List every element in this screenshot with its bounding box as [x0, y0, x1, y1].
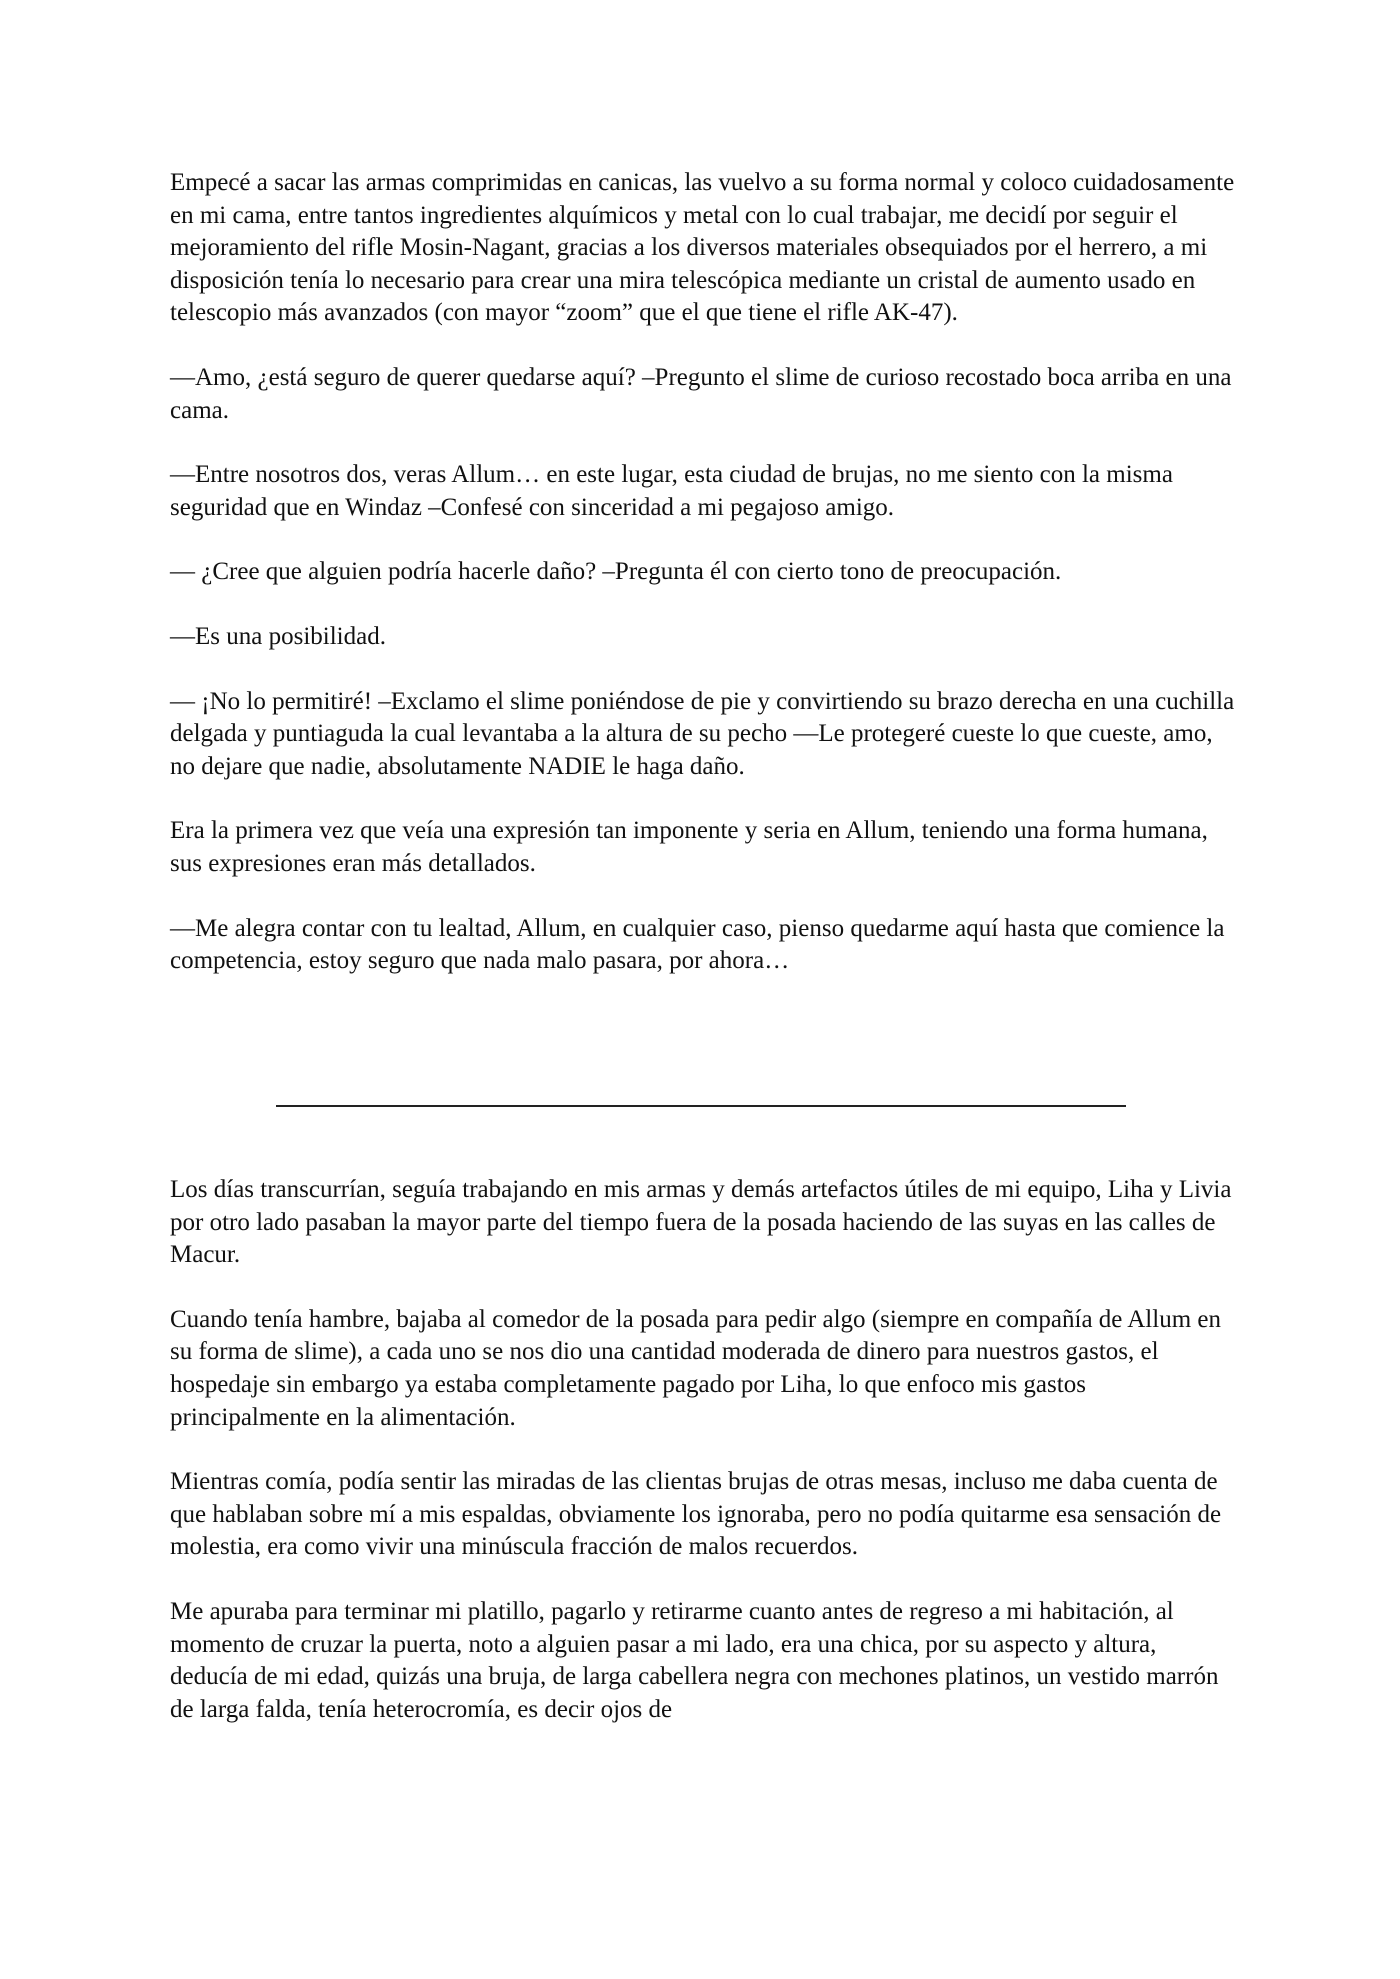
- paragraph: Era la primera vez que veía una expresión tan imponente y seria en Allum, teniendo una forma humana, sus expresiones eran más detallados.: [170, 817, 1208, 877]
- paragraph: — ¡No lo permitiré! –Exclamo el slime poniéndose de pie y convirtiendo su brazo derecha en una cuchilla delgada y puntiaguda la cual levantaba a la altura de su pecho —Le protegeré cueste lo que cueste, amo, no dejare que nadie, absolutamente NADIE le haga daño.: [170, 687, 1235, 780]
- paragraph: Los días transcurrían, seguía trabajando en mis armas y demás artefactos útiles de mi equipo, Liha y Livia por otro lado pasaban la mayor parte del tiempo fuera de la posada haciendo de las suyas en las calles de Macur.: [170, 1176, 1232, 1269]
- paragraph: —Me alegra contar con tu lealtad, Allum, en cualquier caso, pienso quedarme aquí hasta que comience la competencia, estoy seguro que nada malo pasara, por ahora…: [170, 914, 1225, 975]
- paragraph: —Es una posibilidad.: [170, 622, 386, 650]
- paragraph: —Entre nosotros dos, veras Allum… en este lugar, esta ciudad de brujas, no me siento con la misma seguridad que en Windaz –Confesé con sinceridad a mi pegajoso amigo.: [170, 461, 1173, 521]
- paragraph: —Amo, ¿está seguro de querer quedarse aquí? –Pregunto el slime de curioso recostado boca arriba en una cama.: [170, 363, 1232, 424]
- paragraph: Mientras comía, podía sentir las miradas de las clientas brujas de otras mesas, incluso me daba cuenta de que hablaban sobre mí a mis espaldas, obviamente los ignoraba, pero no podía quitarme esa sensación de molestia, era como vivir una minúscula fracción de malos recuerdos.: [170, 1468, 1222, 1561]
- paragraph: Empecé a sacar las armas comprimidas en canicas, las vuelvo a su forma normal y coloco cuidadosamente en mi cama, entre tantos ingredientes alquímicos y metal con lo cual trabajar, me decidí por seguir el mejoramiento del rifle Mosin-Nagant, gracias a los diversos materiales obsequiados por el herrero, a mi disposición tenía lo necesario para crear una mira telescópica mediante un cristal de aumento usado en telescopio más avanzados (con mayor “zoom” que el que tiene el rifle AK-47).: [170, 169, 1235, 327]
- paragraph: Me apuraba para terminar mi platillo, pagarlo y retirarme cuanto antes de regreso a mi habitación, al momento de cruzar la puerta, noto a alguien pasar a mi lado, era una chica, por su aspecto y altura, deducía de mi edad, quizás una bruja, de larga cabellera negra con mechones platinos, un vestido marrón de larga falda, tenía heterocromía, es decir ojos de: [170, 1597, 1219, 1723]
- paragraph: — ¿Cree que alguien podría hacerle daño? –Pregunta él con cierto tono de preocupación.: [170, 558, 1062, 586]
- text-block-after-separator: [170, 1174, 1240, 1726]
- paragraph: Cuando tenía hambre, bajaba al comedor de la posada para pedir algo (siempre en compañía de Allum en su forma de slime), a cada uno se nos dio una cantidad moderada de dinero para nuestros gastos, el hospedaje sin embargo ya estaba completamente pagado por Liha, lo que enfoco mis gastos principalmente en la alimentación.: [170, 1305, 1221, 1431]
- text-block-before-separator: [170, 167, 1240, 978]
- section-separator: [276, 1105, 1126, 1107]
